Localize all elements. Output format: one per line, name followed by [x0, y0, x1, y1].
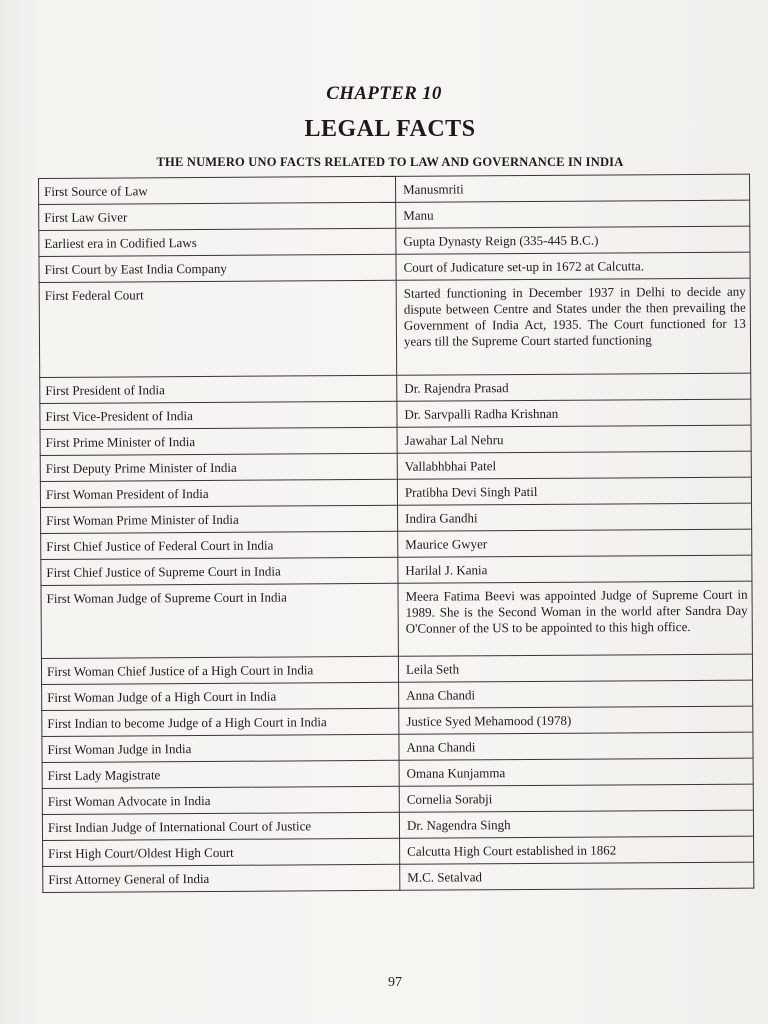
fact-label: First Chief Justice of Federal Court in India [41, 531, 398, 559]
fact-label: Earliest era in Codified Laws [39, 228, 396, 256]
fact-value: Manu [396, 200, 750, 228]
fact-value: Pratibha Devi Singh Patil [397, 477, 751, 505]
fact-value: Court of Judicature set-up in 1672 at Calcutta. [396, 252, 750, 280]
fact-value: Leila Seth [398, 654, 752, 682]
fact-value: Started functioning in December 1937 in Delhi to decide any dispute between Centre and States under the then prevailing the Government of India Act, 1935. The Court functioned for 13 years till the Supreme Court started functioning [396, 278, 751, 375]
legal-facts-table [38, 174, 754, 893]
fact-label: First President of India [40, 375, 397, 403]
fact-value: Indira Gandhi [398, 503, 752, 531]
fact-label: First Federal Court [39, 280, 397, 377]
fact-label: First Woman Advocate in India [42, 786, 399, 814]
fact-label: First Court by East India Company [39, 254, 396, 282]
fact-label: First Woman Prime Minister of India [41, 505, 398, 533]
fact-label: First Law Giver [39, 202, 396, 230]
fact-value: Anna Chandi [399, 732, 753, 760]
fact-value: Gupta Dynasty Reign (335-445 B.C.) [396, 226, 750, 254]
fact-label: First Woman Judge of Supreme Court in India [41, 583, 398, 658]
fact-value: Dr. Sarvpalli Radha Krishnan [397, 399, 751, 427]
fact-label: First Indian to become Judge of a High Court in India [42, 708, 399, 736]
fact-label: First Indian Judge of International Court of Justice [42, 812, 399, 840]
fact-value: Meera Fatima Beevi was appointed Judge of Supreme Court in 1989. She is the Second Woman in the world after Sandra Day O'Conner of the US to be appointed to this high office. [398, 581, 752, 656]
fact-label: First Deputy Prime Minister of India [40, 453, 397, 481]
fact-value: Cornelia Sorabji [399, 784, 753, 812]
chapter-heading: CHAPTER 10 [326, 83, 442, 104]
fact-label: First Vice-President of India [40, 401, 397, 429]
fact-label: First High Court/Oldest High Court [43, 838, 400, 866]
fact-label: First Lady Magistrate [42, 760, 399, 788]
table-caption: THE NUMERO UNO FACTS RELATED TO LAW AND GOVERNANCE IN INDIA [156, 155, 624, 169]
fact-value: Manusmriti [395, 174, 749, 202]
fact-label: First Woman Chief Justice of a High Court in India [41, 656, 398, 684]
fact-label: First Source of Law [39, 176, 396, 204]
table-row [41, 581, 752, 658]
fact-value: Justice Syed Mehamood (1978) [399, 706, 753, 734]
fact-label: First Attorney General of India [43, 864, 400, 892]
fact-value: Omana Kunjamma [399, 758, 753, 786]
fact-value: Maurice Gwyer [398, 529, 752, 557]
fact-value: Dr. Nagendra Singh [399, 810, 753, 838]
page-title: LEGAL FACTS [304, 116, 476, 142]
fact-label: First Prime Minister of India [40, 427, 397, 455]
fact-label: First Woman Judge in India [42, 734, 399, 762]
fact-value: Harilal J. Kania [398, 555, 752, 583]
fact-label: First Chief Justice of Supreme Court in India [41, 557, 398, 585]
table-row [39, 278, 751, 377]
fact-value: Dr. Rajendra Prasad [397, 373, 751, 401]
fact-label: First Woman Judge of a High Court in India [42, 682, 399, 710]
fact-value: Vallabhbhai Patel [397, 451, 751, 479]
fact-value: Anna Chandi [399, 680, 753, 708]
fact-label: First Woman President of India [40, 479, 397, 507]
fact-value: M.C. Setalvad [400, 862, 754, 890]
fact-value: Jawahar Lal Nehru [397, 425, 751, 453]
table-row [43, 862, 754, 892]
page-number: 97 [388, 975, 402, 990]
fact-value: Calcutta High Court established in 1862 [400, 836, 754, 864]
